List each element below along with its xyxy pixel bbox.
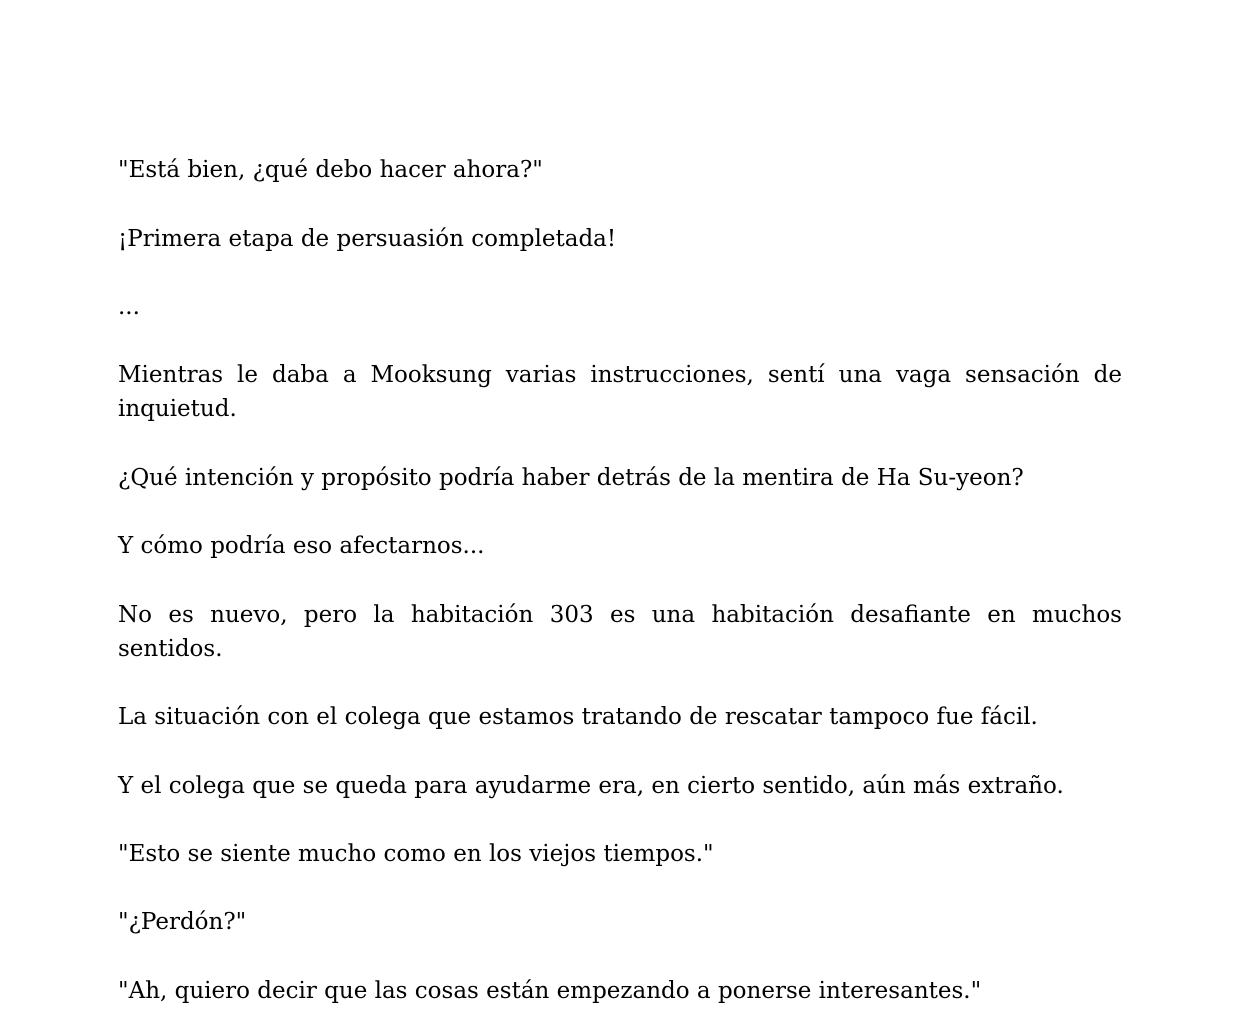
paragraph-3: Mientras le daba a Mooksung varias instrucciones, sentí una vaga sensación de inquietud.: [118, 362, 1122, 422]
paragraph-2: ¡Primera etapa de persuasión completada!: [118, 226, 617, 252]
paragraph-ellipsis: ...: [118, 294, 140, 320]
paragraph-9: "Esto se siente mucho como en los viejos tiempos.": [118, 841, 714, 867]
paragraph-5: Y cómo podría eso afectarnos...: [118, 533, 485, 559]
paragraph-6: No es nuevo, pero la habitación 303 es una habitación desafiante en muchos sentidos.: [118, 602, 1122, 662]
paragraph-7: La situación con el colega que estamos tratando de rescatar tampoco fue fácil.: [118, 704, 1038, 730]
paragraph-10: "¿Perdón?": [118, 909, 247, 935]
paragraph-8: Y el colega que se queda para ayudarme era, en cierto sentido, aún más extraño.: [118, 773, 1064, 799]
paragraph-1: "Está bien, ¿qué debo hacer ahora?": [118, 157, 543, 183]
paragraph-4: ¿Qué intención y propósito podría haber detrás de la mentira de Ha Su-yeon?: [118, 465, 1024, 491]
paragraph-11: "Ah, quiero decir que las cosas están empezando a ponerse interesantes.": [118, 978, 982, 1004]
